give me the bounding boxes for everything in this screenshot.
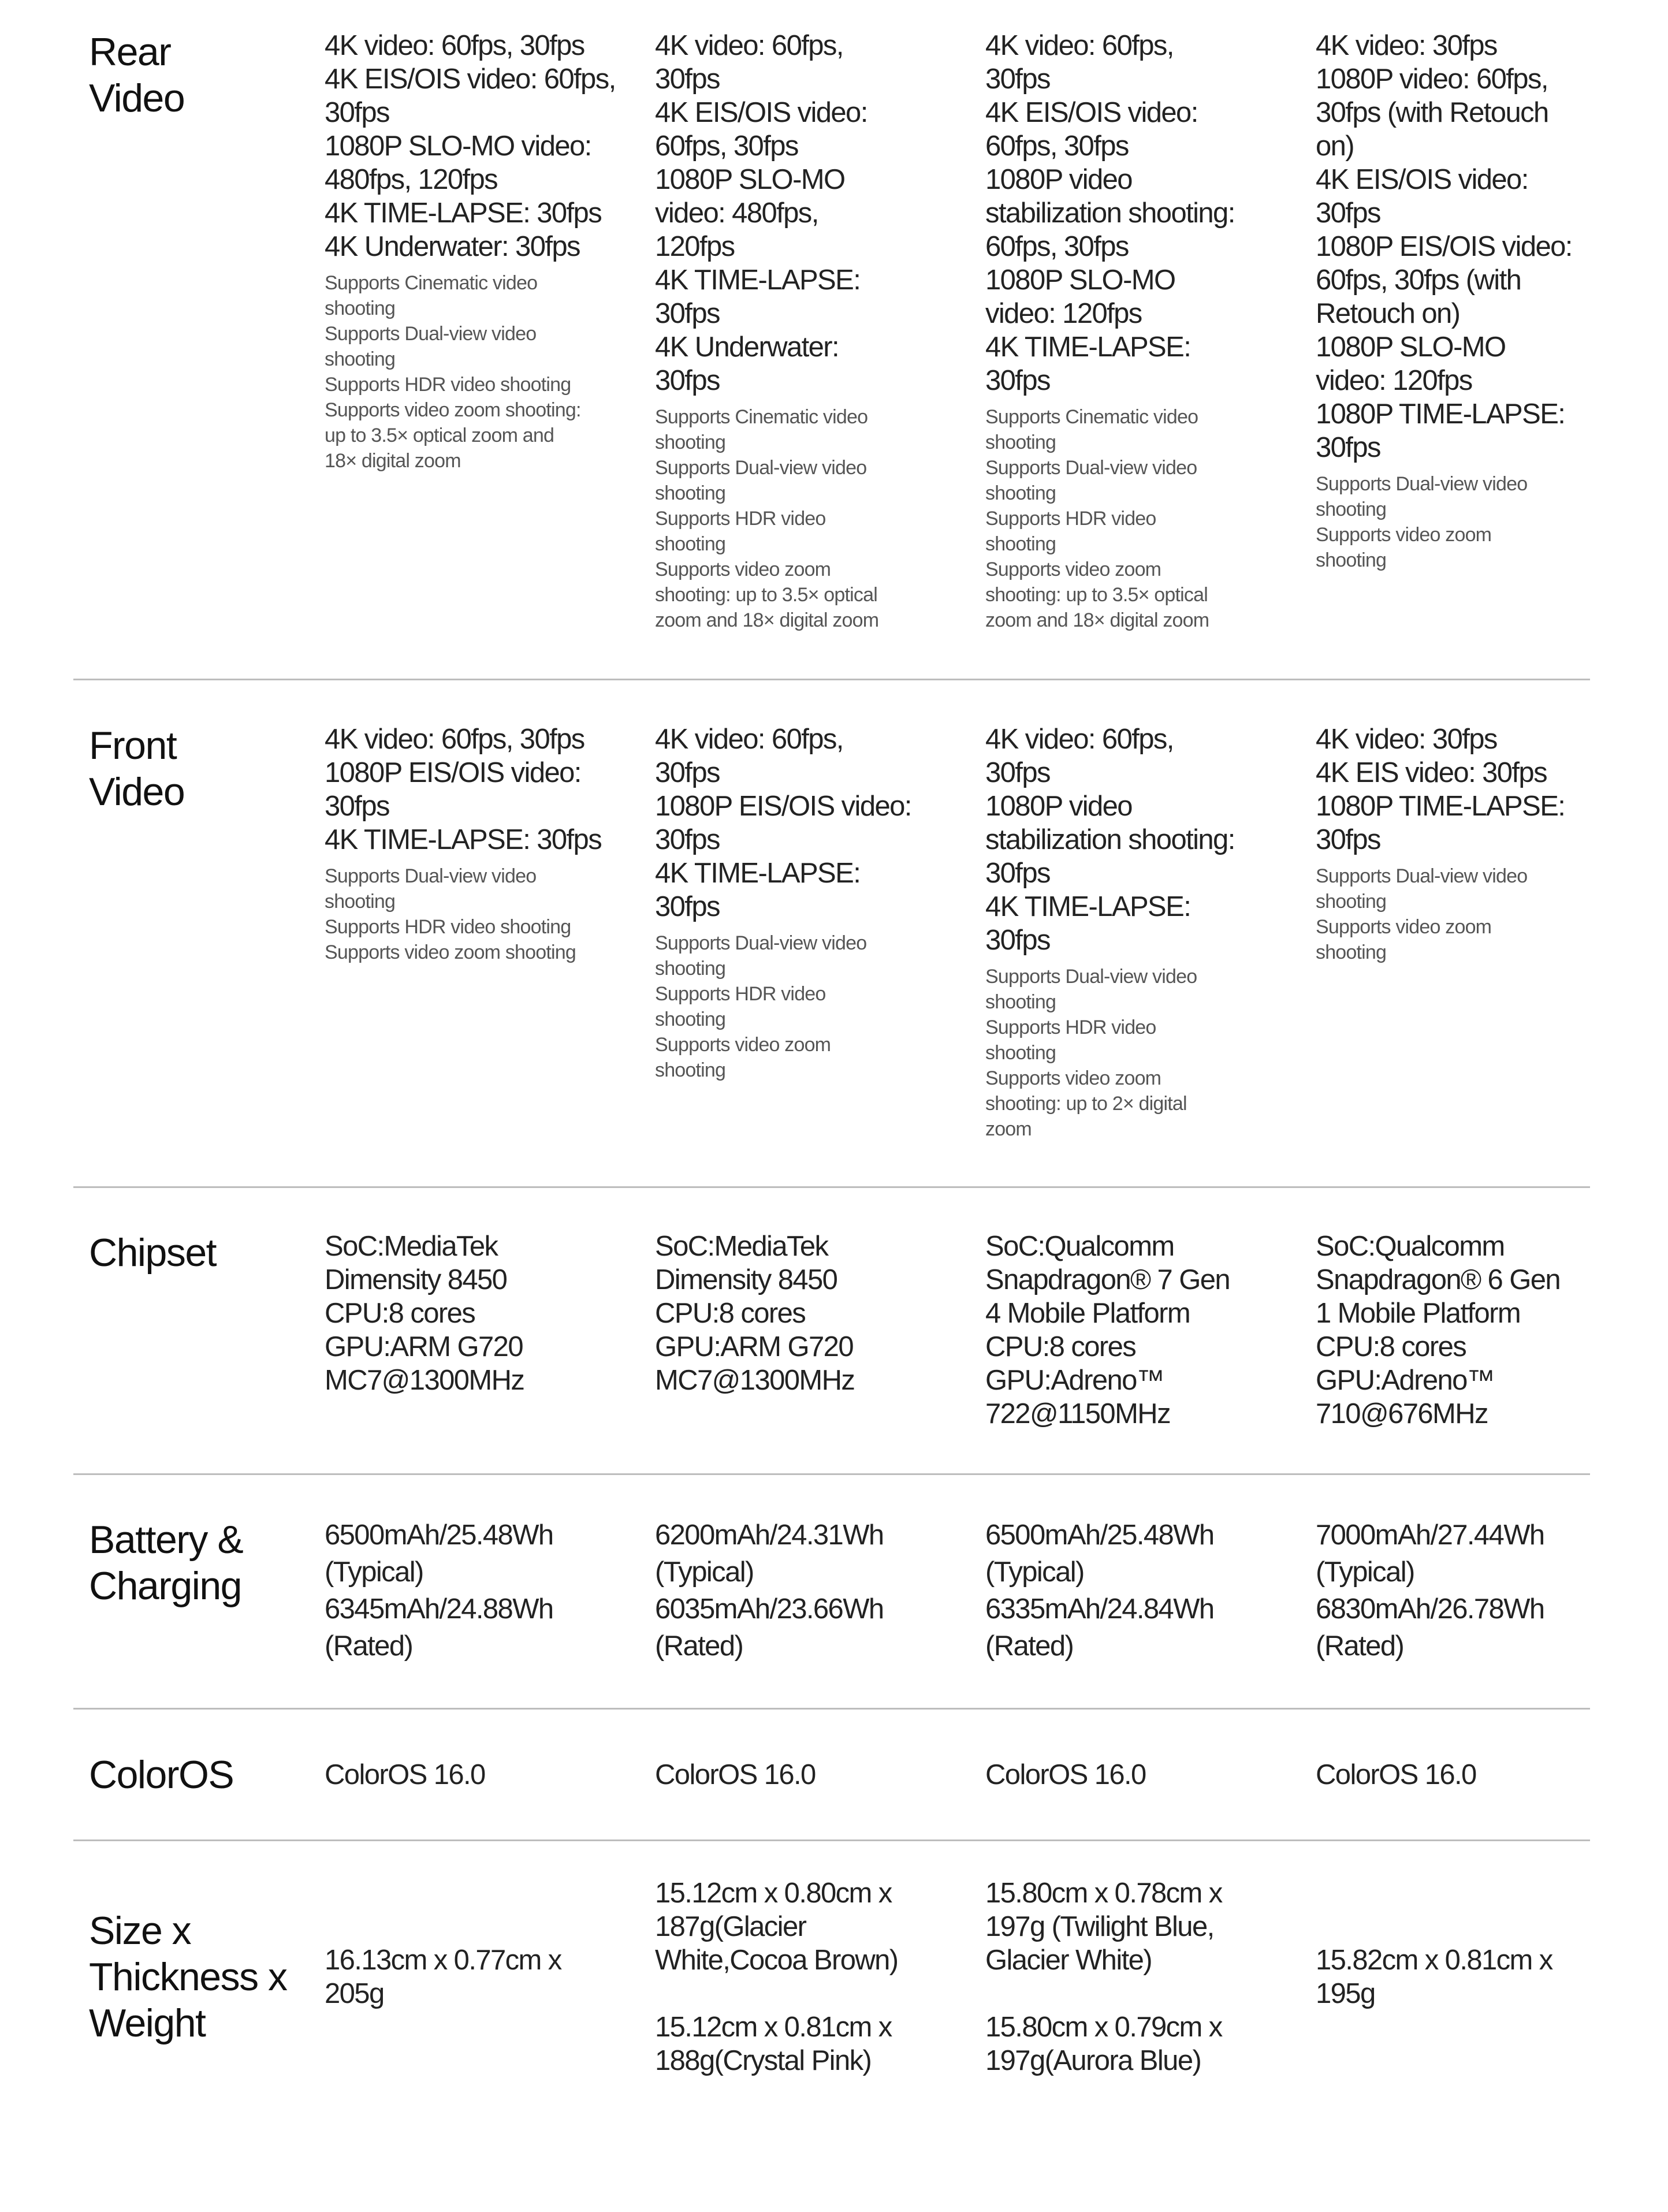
feature-note-line: zoom and 18× digital zoom	[655, 609, 879, 631]
feature-note-line: shooting	[655, 482, 726, 504]
row-label-line: Chipset	[89, 1231, 217, 1275]
spec-value-line: (Typical)	[985, 1556, 1084, 1588]
spec-value-line: CPU:8 cores	[985, 1331, 1136, 1362]
spec-value-line: GPU:Adreno™	[1316, 1365, 1495, 1396]
row-label-line: Weight	[89, 2001, 206, 2045]
spec-value-line: 722@1150MHz	[985, 1398, 1170, 1429]
spec-cell-2	[655, 1230, 985, 1397]
spec-value-line: 30fps	[985, 858, 1050, 889]
spec-value-line: 30fps	[1316, 198, 1380, 229]
feature-note-line: Supports video zoom	[655, 558, 831, 580]
feature-note-line: Supports Dual-view video	[985, 966, 1197, 988]
feature-note-line: zoom	[985, 1118, 1032, 1140]
spec-cell-4	[1316, 1230, 1591, 1431]
feature-note-line: shooting	[655, 1059, 726, 1081]
feature-note-line: Supports HDR video	[985, 1016, 1156, 1038]
spec-value-line: 30fps	[325, 97, 389, 128]
spec-value-line: (Rated)	[325, 1630, 413, 1662]
spec-value-line: 205g	[325, 1978, 384, 2009]
spec-cell-1	[325, 1230, 655, 1397]
spec-row-battery-charging	[73, 1475, 1590, 1710]
row-label-line: ColorOS	[89, 1752, 234, 1797]
spec-row-rear-video	[73, 0, 1590, 680]
feature-note-line: Supports HDR video shooting	[325, 374, 571, 396]
spec-cell-3	[985, 1517, 1316, 1664]
spec-value-line: GPU:ARM G720	[325, 1331, 523, 1362]
spec-value-line: 4K TIME-LAPSE:	[655, 265, 861, 296]
feature-note-line: Supports Dual-view video	[655, 457, 867, 479]
spec-value-line: 1080P EIS/OIS video:	[325, 757, 581, 788]
feature-notes	[985, 404, 1302, 633]
spec-value-line: 7000mAh/27.44Wh	[1316, 1520, 1544, 1551]
feature-note-line: Supports video zoom	[655, 1034, 831, 1056]
spec-value-line: 197g(Aurora Blue)	[985, 2045, 1201, 2076]
spec-value-line: 4K video: 60fps, 30fps	[325, 30, 584, 61]
spec-value-line: (Rated)	[985, 1630, 1074, 1662]
feature-note-line: shooting: up to 3.5× optical	[655, 584, 877, 606]
spec-value-line: 4K video: 60fps, 30fps	[325, 724, 584, 755]
spec-value-line: SoC:MediaTek	[325, 1231, 498, 1262]
spec-value-line: Glacier White)	[985, 1945, 1152, 1976]
spec-value-line: 4K TIME-LAPSE: 30fps	[325, 824, 602, 855]
feature-note-line: Supports Dual-view video	[325, 323, 537, 345]
spec-cell-3	[985, 29, 1316, 633]
spec-value-line: 4K EIS/OIS video:	[1316, 164, 1528, 195]
feature-note-line: Supports HDR video	[655, 508, 826, 530]
spec-cell-1	[325, 723, 655, 965]
spec-value-line: CPU:8 cores	[325, 1298, 475, 1329]
feature-notes	[655, 930, 971, 1083]
feature-note-line: shooting: up to 2× digital	[985, 1093, 1187, 1115]
spec-value-line: Snapdragon® 6 Gen	[1316, 1264, 1561, 1295]
spec-value-line: 6500mAh/25.48Wh	[985, 1520, 1214, 1551]
spec-cell-2	[655, 1758, 985, 1792]
spec-value-line: (Rated)	[1316, 1630, 1404, 1662]
row-label-line: Front	[89, 724, 177, 768]
spec-value-line: 1080P EIS/OIS video:	[655, 791, 911, 822]
spec-value-line: 30fps (with Retouch	[1316, 97, 1548, 128]
spec-cell-3	[985, 1230, 1316, 1431]
spec-value-line: 1080P TIME-LAPSE:	[1316, 791, 1565, 822]
spec-cell-3	[985, 723, 1316, 1142]
spec-cell-4	[1316, 1758, 1591, 1792]
spec-value-line: 1080P TIME-LAPSE:	[1316, 399, 1565, 430]
feature-notes	[325, 863, 641, 965]
feature-note-line: Supports video zoom	[985, 558, 1161, 580]
spec-value-line: 15.12cm x 0.81cm x	[655, 2012, 892, 2043]
spec-value-line: video: 120fps	[985, 298, 1142, 329]
feature-note-line: shooting	[1316, 498, 1387, 520]
feature-note-line: Supports Dual-view video	[985, 457, 1197, 479]
spec-value-line: 30fps	[325, 791, 389, 822]
spec-value-line: 30fps	[1316, 432, 1380, 463]
spec-value-line: 1080P SLO-MO	[1316, 332, 1506, 363]
spec-value-line: 15.80cm x 0.79cm x	[985, 2012, 1222, 2043]
feature-note-line: shooting	[325, 891, 396, 913]
spec-value-line: 60fps, 30fps	[655, 131, 798, 162]
spec-value-line: 188g(Crystal Pink)	[655, 2045, 872, 2076]
spec-cell-4	[1316, 1943, 1591, 2010]
feature-note-line: Supports HDR video shooting	[325, 916, 571, 938]
spec-value-line: 4K EIS/OIS video:	[655, 97, 867, 128]
row-label	[73, 1908, 325, 2046]
spec-cell-1	[325, 1943, 655, 2010]
spec-value-line: (Typical)	[325, 1556, 423, 1588]
spec-value-line: 4K video: 60fps,	[985, 30, 1174, 61]
feature-note-line: shooting	[655, 1008, 726, 1030]
feature-note-line: up to 3.5× optical zoom and	[325, 424, 554, 446]
feature-note-line: shooting	[1316, 941, 1387, 963]
spec-value-line: 30fps	[655, 64, 720, 95]
feature-note-line: Supports Dual-view video	[655, 932, 867, 954]
spec-value-line: GPU:Adreno™	[985, 1365, 1164, 1396]
spec-value-line: 6500mAh/25.48Wh	[325, 1520, 553, 1551]
spec-value-line: 60fps, 30fps	[985, 231, 1129, 262]
spec-value-line: (Typical)	[655, 1556, 754, 1588]
row-label	[73, 723, 325, 815]
spec-cell-1	[325, 1517, 655, 1664]
spec-value-line: ColorOS 16.0	[655, 1759, 816, 1790]
feature-notes	[1316, 471, 1577, 573]
feature-note-line: shooting	[1316, 891, 1387, 913]
feature-note-line: shooting	[655, 431, 726, 453]
feature-notes	[985, 964, 1302, 1142]
feature-note-line: Supports Cinematic video	[655, 406, 868, 428]
spec-value-line: Retouch on)	[1316, 298, 1460, 329]
spec-value-line: 1080P SLO-MO video:	[325, 131, 591, 162]
spec-value-line: SoC:Qualcomm	[1316, 1231, 1505, 1262]
spec-cell-2	[655, 1876, 985, 2077]
spec-value-line: 710@676MHz	[1316, 1398, 1488, 1429]
spec-value-line: 6035mAh/23.66Wh	[655, 1593, 884, 1625]
spec-value-line: 197g (Twilight Blue,	[985, 1911, 1214, 1942]
spec-value-line: 6345mAh/24.88Wh	[325, 1593, 553, 1625]
spec-value-line: ColorOS 16.0	[1316, 1759, 1476, 1790]
spec-cell-2	[655, 1517, 985, 1664]
feature-note-line: Supports video zoom shooting	[325, 941, 576, 963]
feature-note-line: Supports video zoom	[1316, 916, 1492, 938]
feature-note-line: shooting	[985, 533, 1056, 555]
spec-value-line: ColorOS 16.0	[325, 1759, 485, 1790]
feature-note-line: shooting	[985, 482, 1056, 504]
spec-value-line: SoC:Qualcomm	[985, 1231, 1174, 1262]
feature-note-line: shooting	[325, 348, 396, 370]
feature-note-line: shooting	[655, 958, 726, 980]
spec-value-line: 4K TIME-LAPSE:	[985, 332, 1191, 363]
spec-value-line: 60fps, 30fps (with	[1316, 265, 1521, 296]
spec-cell-4	[1316, 723, 1591, 965]
row-label	[73, 29, 325, 121]
spec-value-line: 1080P video: 60fps,	[1316, 64, 1548, 95]
spec-value-line: MC7@1300MHz	[325, 1365, 524, 1396]
spec-value-line: 30fps	[985, 757, 1050, 788]
feature-note-line: Supports video zoom	[985, 1067, 1161, 1089]
spec-value-line: ColorOS 16.0	[985, 1759, 1146, 1790]
feature-note-line: shooting	[985, 991, 1056, 1013]
feature-note-line: shooting	[325, 297, 396, 319]
spec-row-chipset	[73, 1188, 1590, 1475]
feature-note-line: Supports Cinematic video	[325, 272, 538, 294]
spec-value-line: 4K TIME-LAPSE:	[655, 858, 861, 889]
spec-value-line: White,Cocoa Brown)	[655, 1945, 898, 1976]
spec-value-line: Dimensity 8450	[325, 1264, 507, 1295]
spec-value-line: video: 480fps,	[655, 198, 818, 229]
spec-cell-4	[1316, 29, 1591, 573]
spec-value-line: 4K TIME-LAPSE: 30fps	[325, 198, 602, 229]
row-label-line: Rear	[89, 30, 171, 74]
spec-value-line: 4K EIS/OIS video:	[985, 97, 1198, 128]
spec-value-line: 30fps	[985, 64, 1050, 95]
row-label	[73, 1230, 325, 1276]
row-label-line: Charging	[89, 1564, 241, 1608]
spec-value-line: 4 Mobile Platform	[985, 1298, 1190, 1329]
spec-comparison-table	[73, 0, 1590, 2147]
feature-notes	[1316, 863, 1577, 965]
spec-value-line: 1080P video	[985, 164, 1132, 195]
feature-note-line: 18× digital zoom	[325, 450, 461, 472]
spec-cell-1	[325, 1758, 655, 1792]
spec-value-line: Dimensity 8450	[655, 1264, 837, 1295]
spec-value-line: (Typical)	[1316, 1556, 1414, 1588]
feature-note-line: Supports video zoom shooting:	[325, 399, 581, 421]
feature-note-line: Supports Dual-view video	[1316, 473, 1528, 495]
spec-value-line: 4K video: 30fps	[1316, 30, 1497, 61]
feature-note-line: zoom and 18× digital zoom	[985, 609, 1209, 631]
spec-value-line: GPU:ARM G720	[655, 1331, 853, 1362]
row-label-line: Size x	[89, 1909, 191, 1953]
spec-row-size-thickness-weight	[73, 1841, 1590, 2147]
feature-note-line: shooting	[985, 1042, 1056, 1064]
spec-value-line: Snapdragon® 7 Gen	[985, 1264, 1230, 1295]
spec-value-line: 4K video: 60fps,	[655, 30, 843, 61]
spec-value-line: 4K video: 30fps	[1316, 724, 1497, 755]
spec-cell-4	[1316, 1517, 1591, 1664]
feature-note-line: shooting	[985, 431, 1056, 453]
spec-value-line: 1080P EIS/OIS video:	[1316, 231, 1572, 262]
spec-value-line: 30fps	[655, 298, 720, 329]
spec-value-line: 195g	[1316, 1978, 1375, 2009]
spec-value-line: 16.13cm x 0.77cm x	[325, 1945, 561, 1976]
spec-value-line: 1080P SLO-MO	[655, 164, 845, 195]
spec-value-line: CPU:8 cores	[655, 1298, 806, 1329]
spec-cell-1	[325, 29, 655, 474]
feature-note-line: Supports Dual-view video	[1316, 865, 1528, 887]
feature-note-line: Supports Cinematic video	[985, 406, 1198, 428]
spec-value-line: SoC:MediaTek	[655, 1231, 828, 1262]
spec-value-line: stabilization shooting:	[985, 824, 1235, 855]
spec-value-line: 30fps	[985, 365, 1050, 396]
spec-cell-3	[985, 1758, 1316, 1792]
feature-note-line: Supports HDR video	[655, 983, 826, 1005]
spec-row-coloros	[73, 1710, 1590, 1841]
row-label-line: Battery &	[89, 1518, 243, 1562]
spec-value-line: 4K Underwater: 30fps	[325, 231, 580, 262]
spec-value-line: 30fps	[655, 365, 720, 396]
spec-value-line: MC7@1300MHz	[655, 1365, 855, 1396]
spec-value-line: 4K EIS video: 30fps	[1316, 757, 1547, 788]
spec-value-line: 1 Mobile Platform	[1316, 1298, 1521, 1329]
spec-value-line: 15.82cm x 0.81cm x	[1316, 1945, 1552, 1976]
spec-value-line: (Rated)	[655, 1630, 743, 1662]
spacer	[985, 1977, 1302, 2010]
spec-value-line: 30fps	[655, 891, 720, 922]
spec-value-line: 187g(Glacier	[655, 1911, 806, 1942]
feature-note-line: shooting	[655, 533, 726, 555]
spec-value-line: 6830mAh/26.78Wh	[1316, 1593, 1544, 1625]
row-label-line: Video	[89, 76, 185, 120]
spec-value-line: video: 120fps	[1316, 365, 1472, 396]
row-label	[73, 1517, 325, 1609]
feature-notes	[655, 404, 971, 633]
feature-note-line: Supports Dual-view video	[325, 865, 537, 887]
spec-value-line: 4K EIS/OIS video: 60fps,	[325, 64, 616, 95]
spec-value-line: on)	[1316, 131, 1354, 162]
spec-value-line: 1080P video	[985, 791, 1132, 822]
row-label-line: Video	[89, 770, 185, 814]
spec-value-line: 6200mAh/24.31Wh	[655, 1520, 884, 1551]
spec-value-line: 15.12cm x 0.80cm x	[655, 1878, 892, 1909]
spec-value-line: 4K Underwater:	[655, 332, 839, 363]
spec-value-line: 30fps	[985, 925, 1050, 956]
spec-value-line: 480fps, 120fps	[325, 164, 498, 195]
spec-value-line: 15.80cm x 0.78cm x	[985, 1878, 1222, 1909]
feature-note-line: Supports HDR video	[985, 508, 1156, 530]
spec-value-line: 120fps	[655, 231, 735, 262]
spec-value-line: 4K TIME-LAPSE:	[985, 891, 1191, 922]
spec-row-front-video	[73, 680, 1590, 1188]
spec-value-line: 4K video: 60fps,	[655, 724, 843, 755]
feature-note-line: shooting	[1316, 549, 1387, 571]
feature-note-line: Supports video zoom	[1316, 524, 1492, 546]
spec-value-line: 6335mAh/24.84Wh	[985, 1593, 1214, 1625]
feature-notes	[325, 270, 641, 474]
row-label-line: Thickness x	[89, 1955, 287, 1999]
spacer	[655, 1977, 971, 2010]
feature-note-line: shooting: up to 3.5× optical	[985, 584, 1208, 606]
spec-value-line: stabilization shooting:	[985, 198, 1235, 229]
spec-value-line: 1080P SLO-MO	[985, 265, 1175, 296]
spec-value-line: 4K video: 60fps,	[985, 724, 1174, 755]
spec-value-line: CPU:8 cores	[1316, 1331, 1466, 1362]
spec-value-line: 30fps	[655, 757, 720, 788]
spec-cell-2	[655, 29, 985, 633]
spec-value-line: 30fps	[1316, 824, 1380, 855]
spec-value-line: 60fps, 30fps	[985, 131, 1129, 162]
spec-value-line: 30fps	[655, 824, 720, 855]
spec-cell-2	[655, 723, 985, 1083]
spec-cell-3	[985, 1876, 1316, 2077]
row-label	[73, 1752, 325, 1797]
